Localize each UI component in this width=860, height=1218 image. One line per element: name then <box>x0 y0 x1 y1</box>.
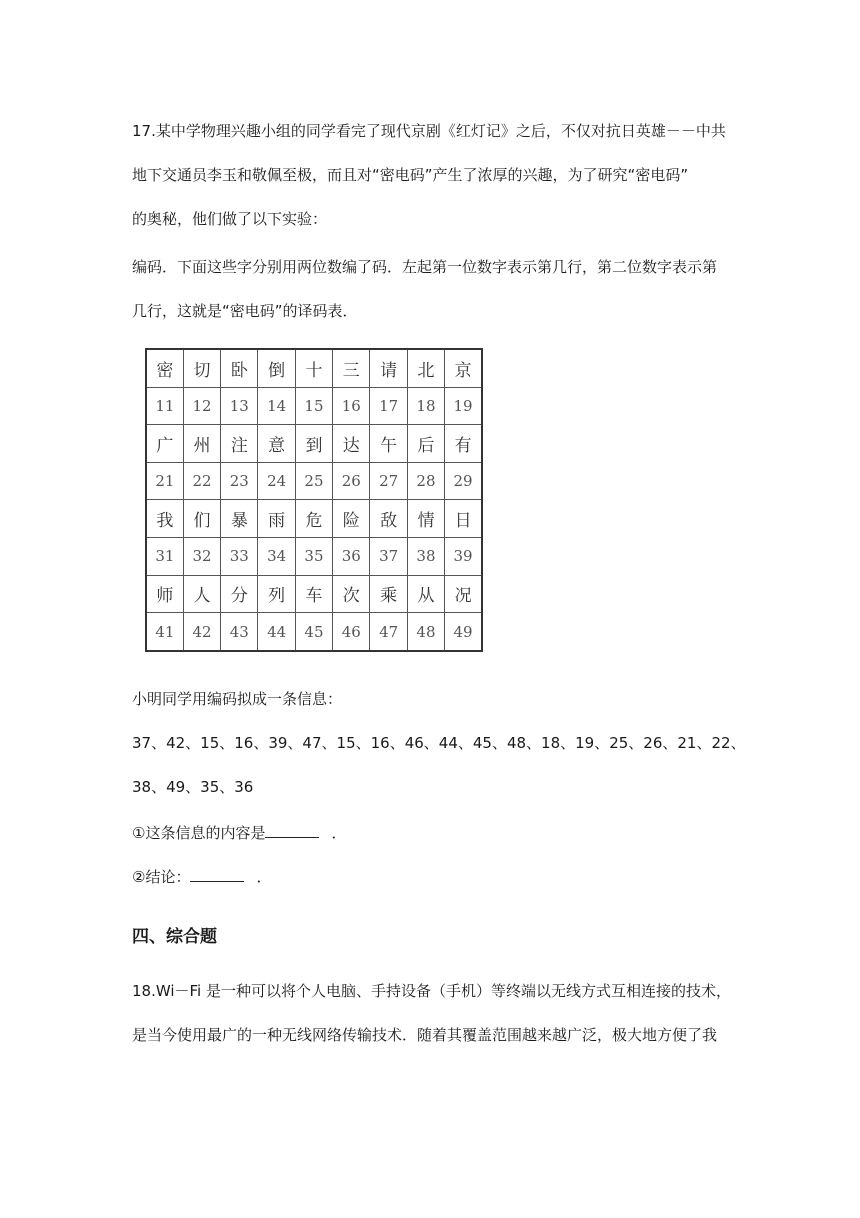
code-table-number-cell: 24 <box>258 462 295 500</box>
code-table-number-cell: 25 <box>295 462 332 500</box>
code-table-char-cell: 三 <box>333 349 370 387</box>
code-table-char-cell: 北 <box>407 349 444 387</box>
code-table-char-cell: 密 <box>146 349 183 387</box>
code-table-char-cell: 请 <box>370 349 407 387</box>
code-table-char-cell: 倒 <box>258 349 295 387</box>
section-heading: 四、综合题 <box>132 927 217 947</box>
code-table-char-cell: 十 <box>295 349 332 387</box>
code-table-char-cell: 州 <box>183 425 220 463</box>
code-table-number-cell: 19 <box>445 387 482 425</box>
message-codes-line-1: 37、42、15、16、39、47、15、16、46、44、45、48、18、19、25、26、21、22、 <box>132 734 746 752</box>
code-table-char-cell: 广 <box>146 425 183 463</box>
code-table-char-row <box>146 575 482 613</box>
code-table-number-cell: 14 <box>258 387 295 425</box>
code-table-char-cell: 车 <box>295 575 332 613</box>
q17-text-line-5: 几行，这就是“密电码”的译码表． <box>132 302 358 320</box>
code-table-number-cell: 37 <box>370 538 407 576</box>
code-table-char-cell: 危 <box>295 500 332 538</box>
code-table-number-cell: 48 <box>407 613 444 651</box>
code-table-char-cell: 乘 <box>370 575 407 613</box>
q17-text-line-2: 地下交通员李玉和敬佩至极，而且对“密电码”产生了浓厚的兴趣，为了研究“密电码” <box>132 166 689 184</box>
code-table-char-cell: 列 <box>258 575 295 613</box>
code-table-number-cell: 34 <box>258 538 295 576</box>
code-table <box>145 348 483 652</box>
q18-text-line-1: 18.Wi－Fi 是一种可以将个人电脑、手持设备（手机）等终端以无线方式互相连接的技术， <box>132 982 732 1000</box>
code-table-number-cell: 32 <box>183 538 220 576</box>
code-table-number-cell: 29 <box>445 462 482 500</box>
question-item-2 <box>132 866 271 887</box>
code-table-char-cell: 卧 <box>221 349 258 387</box>
code-table-number-cell: 21 <box>146 462 183 500</box>
code-table-char-cell: 雨 <box>258 500 295 538</box>
code-table-char-cell: 分 <box>221 575 258 613</box>
code-table-number-cell: 23 <box>221 462 258 500</box>
code-table-number-cell: 42 <box>183 613 220 651</box>
question-item-1-text: ①这条信息的内容是 <box>132 824 266 842</box>
code-table-char-row <box>146 349 482 387</box>
code-table-char-cell: 切 <box>183 349 220 387</box>
code-table-number-cell: 12 <box>183 387 220 425</box>
code-table-char-cell: 们 <box>183 500 220 538</box>
code-table-number-cell: 16 <box>333 387 370 425</box>
code-table-number-cell: 44 <box>258 613 295 651</box>
code-table-number-cell: 26 <box>333 462 370 500</box>
code-table-char-cell: 师 <box>146 575 183 613</box>
code-table-char-cell: 有 <box>445 425 482 463</box>
code-table-char-cell: 人 <box>183 575 220 613</box>
code-table-number-cell: 36 <box>333 538 370 576</box>
code-table-number-cell: 22 <box>183 462 220 500</box>
code-table-number-cell: 49 <box>445 613 482 651</box>
message-intro: 小明同学用编码拟成一条信息： <box>132 690 343 708</box>
code-table-number-cell: 15 <box>295 387 332 425</box>
code-table-char-cell: 情 <box>407 500 444 538</box>
code-table-number-cell: 46 <box>333 613 370 651</box>
code-table-number-cell: 18 <box>407 387 444 425</box>
code-table-char-cell: 意 <box>258 425 295 463</box>
code-table-char-cell: 敌 <box>370 500 407 538</box>
code-table-number-cell: 43 <box>221 613 258 651</box>
code-table-char-cell: 暴 <box>221 500 258 538</box>
code-table-number-row <box>146 613 482 651</box>
code-table-char-cell: 险 <box>333 500 370 538</box>
code-table-number-cell: 41 <box>146 613 183 651</box>
code-table-number-cell: 11 <box>146 387 183 425</box>
code-table-number-cell: 17 <box>370 387 407 425</box>
code-table-char-cell: 到 <box>295 425 332 463</box>
code-table-char-row <box>146 425 482 463</box>
code-table-char-cell: 我 <box>146 500 183 538</box>
code-table-number-row <box>146 538 482 576</box>
code-table-char-cell: 次 <box>333 575 370 613</box>
code-table-char-cell: 午 <box>370 425 407 463</box>
question-item-1-end: ． <box>331 824 347 842</box>
code-table-char-cell: 达 <box>333 425 370 463</box>
q18-text-line-2: 是当今使用最广的一种无线网络传输技术．随着其覆盖范围越来越广泛，极大地方便了我 <box>132 1026 718 1044</box>
code-table-char-cell: 从 <box>407 575 444 613</box>
code-table-number-cell: 35 <box>295 538 332 576</box>
code-table-image <box>145 348 483 652</box>
code-table-number-cell: 38 <box>407 538 444 576</box>
code-table-number-cell: 13 <box>221 387 258 425</box>
code-table-number-row <box>146 387 482 425</box>
code-table-number-row <box>146 462 482 500</box>
code-table-number-cell: 33 <box>221 538 258 576</box>
q17-text-line-1: 17.某中学物理兴趣小组的同学看完了现代京剧《红灯记》之后，不仅对抗日英雄－－中共 <box>132 122 726 140</box>
question-item-2-end: ． <box>256 868 272 886</box>
code-table-number-cell: 27 <box>370 462 407 500</box>
code-table-number-cell: 47 <box>370 613 407 651</box>
code-table-char-cell: 况 <box>445 575 482 613</box>
code-table-number-cell: 39 <box>445 538 482 576</box>
q17-text-line-3: 的奥秘，他们做了以下实验： <box>132 210 328 228</box>
code-table-number-cell: 45 <box>295 613 332 651</box>
message-codes-line-2: 38、49、35、36 <box>132 778 254 796</box>
code-table-char-cell: 京 <box>445 349 482 387</box>
answer-blank-1[interactable] <box>265 825 319 838</box>
code-table-number-cell: 31 <box>146 538 183 576</box>
question-item-1 <box>132 822 346 843</box>
q17-text-line-4: 编码．下面这些字分别用两位数编了码．左起第一位数字表示第几行，第二位数字表示第 <box>132 258 718 276</box>
question-item-2-text: ②结论： <box>132 868 191 886</box>
answer-blank-2[interactable] <box>190 869 244 882</box>
code-table-char-cell: 注 <box>221 425 258 463</box>
code-table-char-cell: 日 <box>445 500 482 538</box>
code-table-number-cell: 28 <box>407 462 444 500</box>
code-table-char-cell: 后 <box>407 425 444 463</box>
code-table-char-row <box>146 500 482 538</box>
